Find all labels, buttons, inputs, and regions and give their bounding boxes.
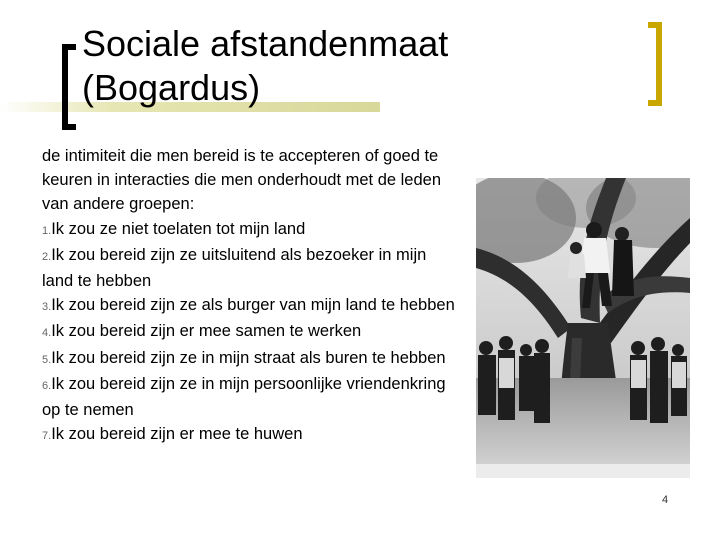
list-item-text: Ik zou bereid zijn ze uitsluitend als bezoeker in mijn land te hebben <box>42 245 427 291</box>
slide-title-line-1: Sociale afstandenmaat <box>82 23 449 64</box>
list-item <box>42 319 462 345</box>
list-item-number: 3. <box>42 301 52 314</box>
right-bracket-decoration <box>648 22 662 106</box>
list-item <box>42 346 462 372</box>
page-number: 4 <box>662 494 669 506</box>
list-item-number: 1. <box>42 224 52 237</box>
list-item-number: 6. <box>42 379 52 392</box>
slide-title <box>82 22 448 110</box>
intro-text: de intimiteit die men bereid is te accepteren of goed te keuren in interacties die men onderhoudt met de leden van andere groepen: <box>42 147 442 214</box>
list-item <box>42 293 462 319</box>
body-text <box>42 144 462 448</box>
list-item <box>42 372 462 422</box>
left-bracket-decoration <box>62 44 76 130</box>
slide-title-line-2: (Bogardus) <box>82 67 261 108</box>
list-item <box>42 422 462 448</box>
list-item-text: Ik zou bereid zijn ze in mijn straat als buren te hebben <box>51 348 446 367</box>
list-item-number: 2. <box>42 250 52 263</box>
list-item-number: 7. <box>42 430 52 443</box>
list-item <box>42 217 462 243</box>
list-item <box>42 243 462 293</box>
numbered-list <box>42 217 462 449</box>
list-item-text: Ik zou bereid zijn er mee samen te werken <box>51 322 362 341</box>
photo-illustration <box>476 178 690 478</box>
list-item-text: Ik zou ze niet toelaten tot mijn land <box>51 219 306 238</box>
photo-crowd-tree <box>476 178 690 478</box>
list-item-text: Ik zou bereid zijn er mee te huwen <box>51 425 303 444</box>
list-item-text: Ik zou bereid zijn ze als burger van mijn land te hebben <box>51 296 455 315</box>
list-item-number: 4. <box>42 327 52 340</box>
list-item-text: Ik zou bereid zijn ze in mijn persoonlijke vriendenkring op te nemen <box>42 374 446 420</box>
list-item-number: 5. <box>42 353 52 366</box>
